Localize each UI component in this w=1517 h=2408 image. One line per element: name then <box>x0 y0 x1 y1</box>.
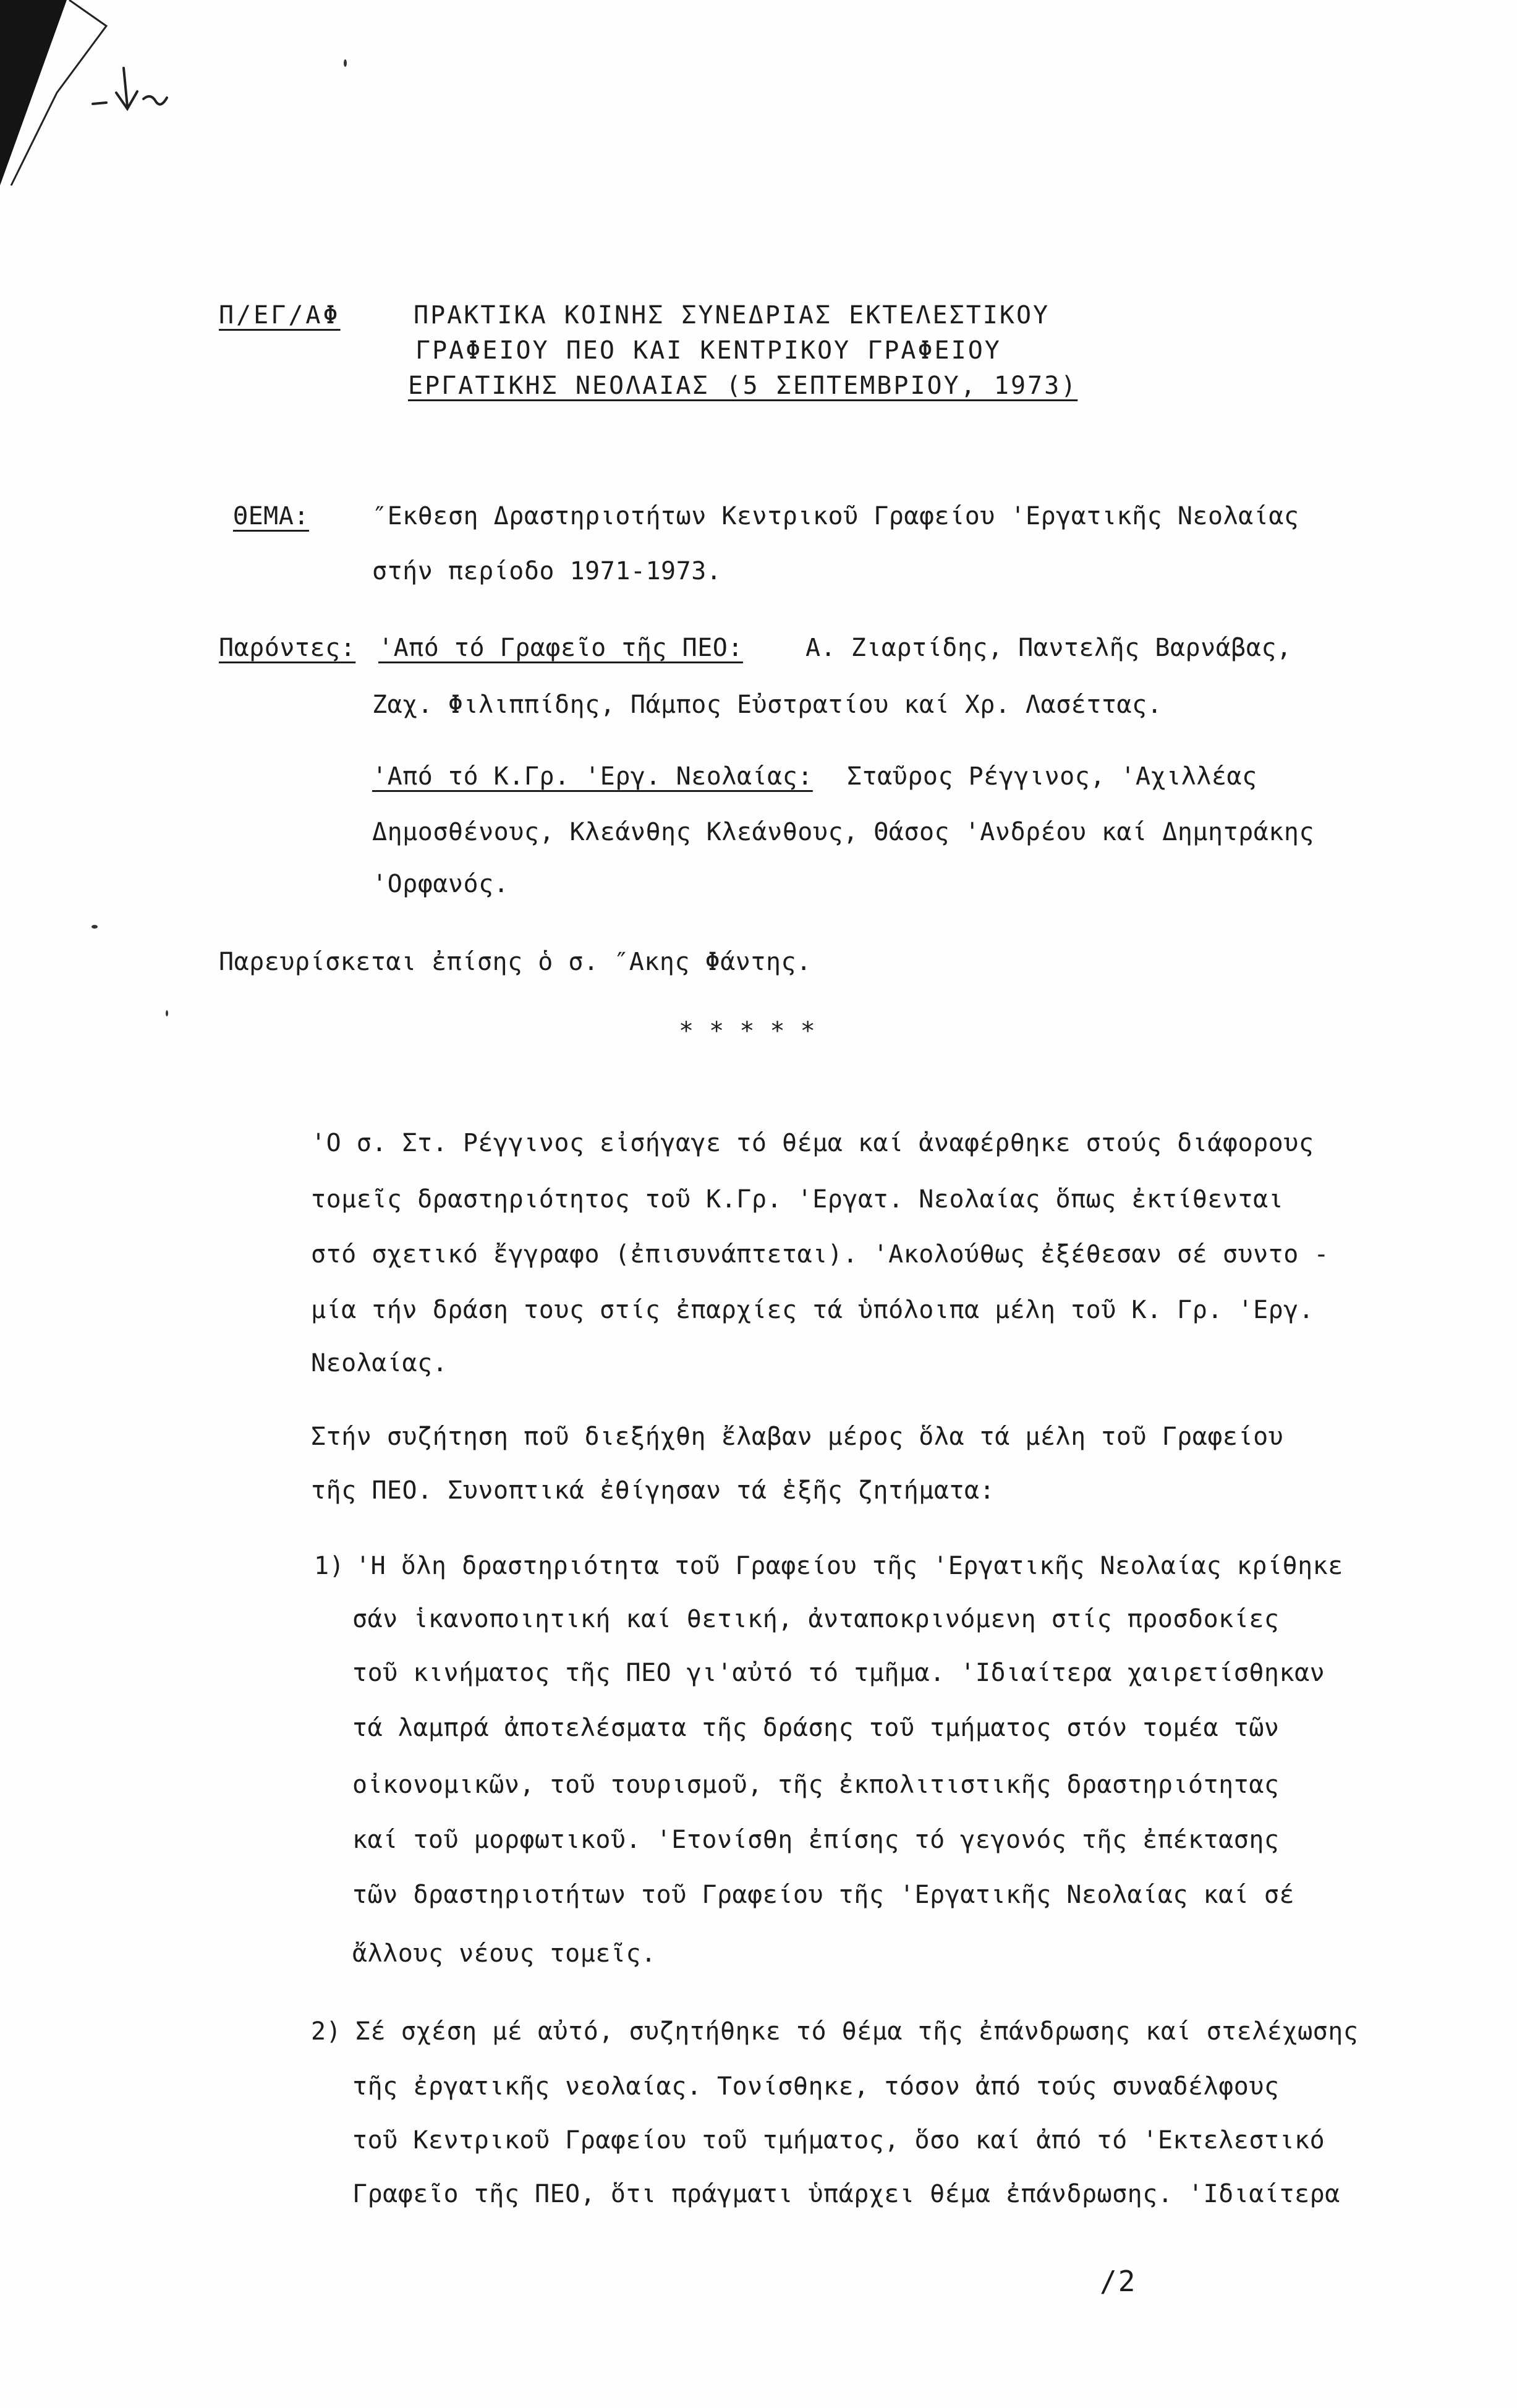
paragraph-line: Στήν συζήτηση ποῦ διεξήχθη ἔλαβαν μέρος ὅλα τά μέλη τοῦ Γραφείου <box>311 1423 1284 1451</box>
list-item-line: σάν ἱκανοποιητική καί θετική, ἀνταποκρινόμενη στίς προσδοκίες <box>352 1605 1280 1633</box>
list-item-line: 'Η ὅλη δραστηριότητα τοῦ Γραφείου τῆς 'Εργατικῆς Νεολαίας κρίθηκε <box>355 1552 1343 1580</box>
section-separator: * * * * * <box>679 1017 816 1045</box>
title-line: ΕΡΓΑΤΙΚΗΣ ΝΕΟΛΑΙΑΣ (5 ΣΕΠΤΕΜΒΡΙΟΥ, 1973) <box>408 372 1078 400</box>
list-item-line: Σέ σχέση μέ αὐτό, συζητήθηκε τό θέμα τῆς ἐπάνδρωσης καί στελέχωσης <box>355 2017 1359 2046</box>
subject-line: ″Εκθεση Δραστηριοτήτων Κεντρικοῦ Γραφείου 'Εργατικῆς Νεολαίας <box>372 502 1299 530</box>
attendee-names: Σταῦρος Ρέγγινος, 'Αχιλλέας <box>847 762 1257 791</box>
list-item-line: καί τοῦ μορφωτικοῦ. 'Ετονίσθη ἐπίσης τό γεγονός τῆς ἐπέκτασης <box>352 1826 1280 1854</box>
paragraph-line: τῆς ΠΕΟ. Συνοπτικά ἐθίγησαν τά ἑξῆς ζητήματα: <box>311 1476 995 1505</box>
subject-label: ΘΕΜΑ: <box>233 502 309 530</box>
attendee-names: Α. Ζιαρτίδης, Παντελῆς Βαρνάβας, <box>805 634 1292 662</box>
list-item-line: ἄλλους νέους τομεῖς. <box>352 1939 657 1968</box>
attendee-names: 'Ορφανός. <box>372 870 509 898</box>
list-item-line: οἰκονομικῶν, τοῦ τουρισμοῦ, τῆς ἐκπολιτιστικῆς δραστηριότητας <box>352 1771 1280 1799</box>
paragraph-line: Νεολαίας. <box>311 1349 448 1377</box>
list-item-number: 2) <box>311 2017 342 2046</box>
also-present-line: Παρευρίσκεται ἐπίσης ὁ σ. ″Ακης Φάντης. <box>219 948 812 976</box>
list-item-line: τά λαμπρά ἀποτελέσματα τῆς δράσης τοῦ τμήματος στόν τομέα τῶν <box>352 1714 1280 1742</box>
list-item-number: 1) <box>314 1552 345 1580</box>
list-item-line: τῶν δραστηριοτήτων τοῦ Γραφείου τῆς 'Εργατικῆς Νεολαίας καί σέ <box>352 1881 1295 1909</box>
paragraph-line: 'Ο σ. Στ. Ρέγγινος εἰσήγαγε τό θέμα καί ἀναφέρθηκε στούς διάφορους <box>311 1129 1314 1157</box>
scan-speck <box>91 925 98 929</box>
list-item-line: τοῦ Κεντρικοῦ Γραφείου τοῦ τμήματος, ὅσο καί ἀπό τό 'Εκτελεστικό <box>352 2126 1325 2155</box>
attendee-names: Ζαχ. Φιλιππίδης, Πάμπος Εὐστρατίου καί Χρ. Λασέττας. <box>372 691 1163 719</box>
paragraph-line: στό σχετικό ἔγγραφο (ἐπισυνάπτεται). 'Ακολούθως ἐξέθεσαν σέ συντο - <box>311 1240 1329 1269</box>
corner-fold-mark <box>0 0 198 210</box>
scan-speck <box>166 1010 168 1016</box>
attendees-label: Παρόντες: <box>219 634 356 662</box>
page-number: /2 <box>1100 2265 1137 2298</box>
scan-speck <box>344 59 347 67</box>
attendee-names: Δημοσθένους, Κλεάνθης Κλεάνθους, Θάσος 'Ανδρέου καί Δημητράκης <box>372 818 1315 846</box>
paragraph-line: τομεῖς δραστηριότητος τοῦ Κ.Γρ. 'Εργατ. Νεολαίας ὅπως ἐκτίθενται <box>311 1185 1284 1214</box>
list-item-line: Γραφεῖο τῆς ΠΕΟ, ὅτι πράγματι ὑπάρχει θέμα ἐπάνδρωσης. 'Ιδιαίτερα <box>352 2180 1340 2208</box>
reference-code: Π/ΕΓ/ΑΦ <box>219 301 341 330</box>
list-item-line: τοῦ κινήματος τῆς ΠΕΟ γι'αὐτό τό τμῆμα. 'Ιδιαίτερα χαιρετίσθηκαν <box>352 1659 1325 1687</box>
list-item-line: τῆς ἐργατικῆς νεολαίας. Τονίσθηκε, τόσον ἀπό τούς συναδέλφους <box>352 2072 1280 2101</box>
title-line: ΠΡΑΚΤΙΚΑ ΚΟΙΝΗΣ ΣΥΝΕΔΡΙΑΣ ΕΚΤΕΛΕΣΤΙΚΟΥ <box>414 301 1050 330</box>
title-line: ΓΡΑΦΕΙΟΥ ΠΕΟ ΚΑΙ ΚΕΝΤΡΙΚΟΥ ΓΡΑΦΕΙΟΥ <box>415 336 1001 365</box>
paragraph-line: μία τήν δράση τους στίς ἐπαρχίες τά ὑπόλοιπα μέλη τοῦ Κ. Γρ. 'Εργ. <box>311 1296 1314 1324</box>
attendee-group-label: 'Από τό Κ.Γρ. 'Εργ. Νεολαίας: <box>372 762 813 791</box>
subject-line: στήν περίοδο 1971-1973. <box>372 557 722 585</box>
attendee-group-label: 'Από τό Γραφεῖο τῆς ΠΕΟ: <box>378 634 743 662</box>
handwritten-mark <box>93 68 167 109</box>
